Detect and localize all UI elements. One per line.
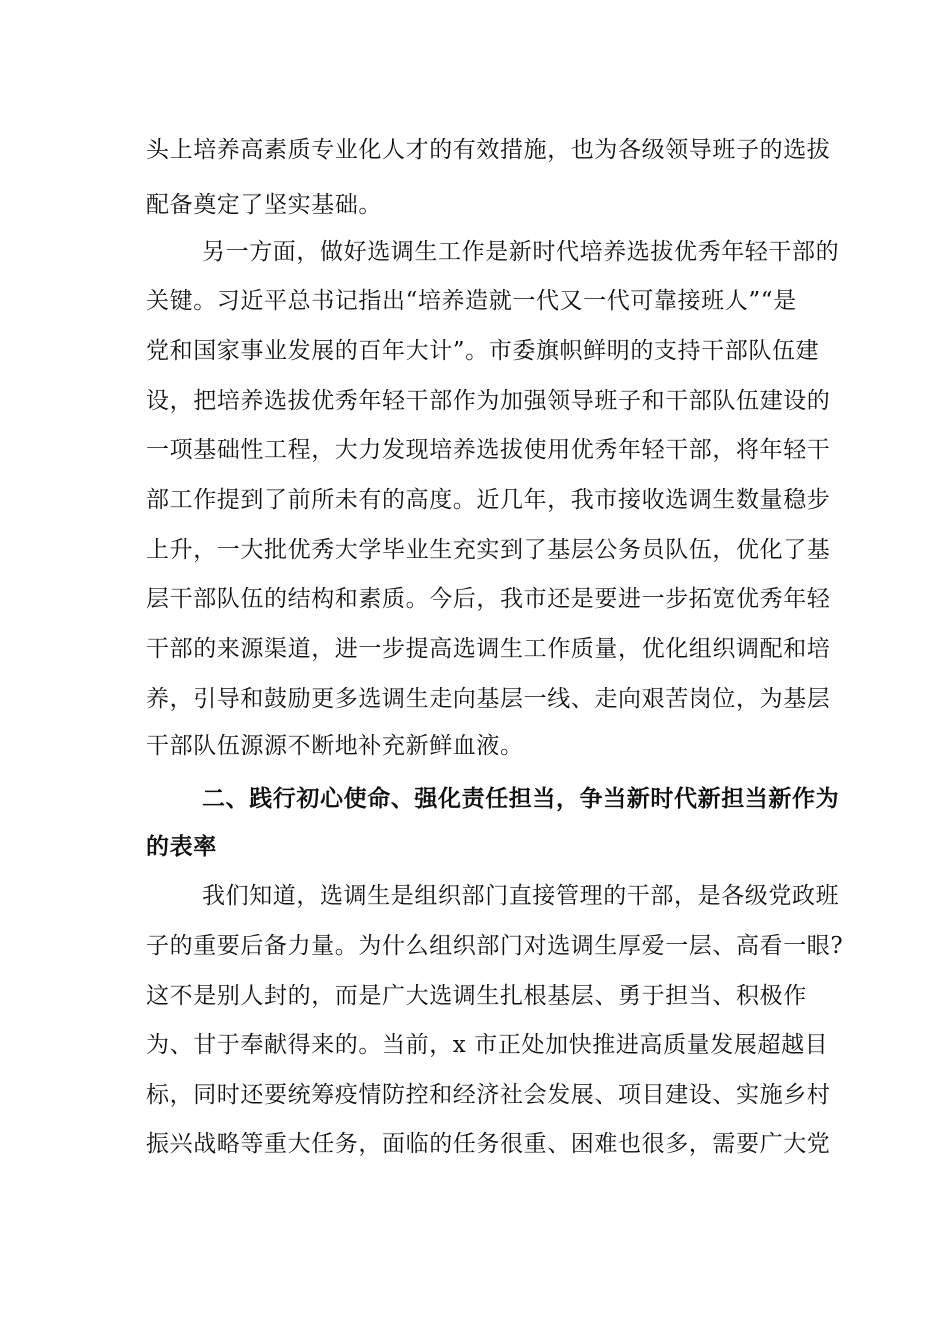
body-line: 干部队伍源源不断地补充新鲜血液。 [146,733,524,759]
body-line: 上升，一大批优秀大学毕业生充实到了基层公务员队伍，优化了基 [146,537,831,563]
body-line: 振兴战略等重大任务，面临的任务很重、困难也很多，需要广大党 [146,1131,831,1157]
body-line: 为、甘于奉献得来的。当前，x 市正处加快推进高质量发展超越目 [146,1032,829,1058]
body-line: 另一方面，做好选调生工作是新时代培养选拔优秀年轻干部的 [202,239,840,265]
body-line: 养，引导和鼓励更多选调生走向基层一线、走向艰苦岗位，为基层 [146,686,831,712]
body-line: 头上培养高素质专业化人才的有效措施，也为各级领导班子的选拔 [146,137,831,163]
body-line: 设，把培养选拔优秀年轻干部作为加强领导班子和干部队伍建设的 [146,388,831,414]
body-line: 部工作提到了前所未有的高度。近几年，我市接收选调生数量稳步 [146,487,831,513]
body-line: 标，同时还要统筹疫情防控和经济社会发展、项目建设、实施乡村 [146,1082,831,1108]
body-line: 干部的来源渠道，进一步提高选调生工作质量，优化组织调配和培 [146,636,831,662]
body-line: 层干部队伍的结构和素质。今后，我市还是要进一步拓宽优秀年轻 [146,586,831,612]
body-line: 配备奠定了坚实基础。 [146,192,382,218]
body-line: 党和国家事业发展的百年大计”。市委旗帜鲜明的支持干部队伍建 [146,338,820,364]
section-heading: 的表率 [146,833,217,860]
body-line: 一项基础性工程，大力发现培养选拔使用优秀年轻干部，将年轻干 [146,437,831,463]
body-line: 关键。习近平总书记指出“培养造就一代又一代可靠接班人”“是 [146,288,797,314]
body-line: 这不是别人封的，而是广大选调生扎根基层、勇于担当、积极作 [146,983,807,1009]
section-heading: 二、践行初心使命、强化责任担当，争当新时代新担当新作为 [202,785,840,812]
body-line: 我们知道，选调生是组织部门直接管理的干部，是各级党政班 [202,883,840,909]
body-line: 子的重要后备力量。为什么组织部门对选调生厚爱一层、高看一眼? [146,933,844,959]
